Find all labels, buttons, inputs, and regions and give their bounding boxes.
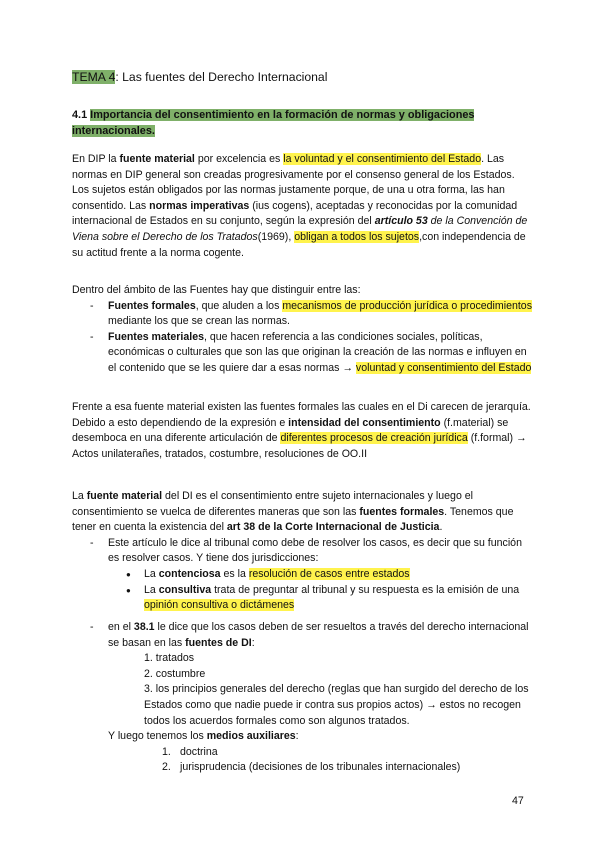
section-heading: 4.1 Importancia del consentimiento en la formación de normas y obligaciones internacionales. <box>72 109 475 137</box>
list-item: ● La contenciosa es la resolución de casos entre estados <box>72 567 532 583</box>
page-number: 47 <box>512 795 524 807</box>
source-item: 2. costumbre <box>144 667 206 680</box>
list-item: - Fuentes materiales, que hacen referencia a las condiciones sociales, políticas, económicas o culturales que son las que originan la creación de las normas e influyen en el contenido que se les quiere dar a esas normas → voluntad y consentimiento del Estado <box>72 330 532 377</box>
aux-item: 2. jurisprudencia (decisiones de los tribunales internacionales) <box>162 761 461 774</box>
source-item: 3. los principios generales del derecho (reglas que han surgido del derecho de los Estados como que nadie puede ir contra sus propios actos) → estos no recogen todos los acuerdos formales como son algunos tratados. <box>144 683 529 727</box>
paragraph-consent: En DIP la fuente material por excelencia es la voluntad y el consentimiento del Estado. Las normas en DIP general son creadas progresivamente por el consenso general de los Estados. Los sujetos están obligados por las normas justamente porque, de una u otra forma, las han consentido. Las normas imperativas (ius cogens), aceptadas y reconocidas por la comunidad internacional de Estados en su conjunto, según la expresión del artículo 53 de la Convención de Viena sobre el Derecho de los Tratados(1969), obligan a todos los sujetos,con independencia de su actitud frente a la norma cogente. <box>72 153 528 259</box>
page-title: TEMA 4: Las fuentes del Derecho Internacional <box>72 70 328 84</box>
paragraph-hierarchy: Frente a esa fuente material existen las fuentes formales las cuales en el Di carecen de jerarquía. Debido a esto dependiendo de la expresión e intensidad del consentimiento (f.material) se desemboca en una diferente articulación de diferentes procesos de creación jurídica (f.formal) → Actos unilaterañes, tratados, costumbre, resoluciones de OO.II <box>72 401 531 460</box>
list-item: ● La consultiva trata de preguntar al tribunal y su respuesta es la emisión de una opinión consultiva o dictámenes <box>72 583 532 614</box>
sources-list <box>72 299 532 377</box>
list-item: - Fuentes formales, que aluden a los mecanismos de producción jurídica o procedimientos mediante los que se crean las normas. <box>72 299 532 330</box>
paragraph-38-1 <box>72 620 532 776</box>
source-item: 1. tratados <box>144 652 195 665</box>
list-item: - Este artículo le dice al tribunal como debe de resolver los casos, es decir que su función es resolver casos. Y tiene dos jurisdicciones: <box>72 536 532 567</box>
tema-label: TEMA 4 <box>72 70 116 84</box>
paragraph-sources-intro: Dentro del ámbito de las Fuentes hay que distinguir entre las: - Fuentes formales, que aluden a los mecanismos de producción jurídica o procedimientos mediante los que se crean las normas. - Fuentes materiales, que hacen referencia a las condiciones sociales, políticas, económicas o culturales que son las que originan la creación de las normas e influyen en el contenido que se les quiere dar a esas normas → voluntad y consentimiento del Estado <box>72 283 532 377</box>
jurisdictions-list <box>72 567 532 614</box>
list-item: - en el 38.1 le dice que los casos deben de ser resueltos a través del derecho internacional se basan en las fuentes de DI: <box>72 620 532 651</box>
art38-list <box>72 536 532 567</box>
aux-item: 1. doctrina <box>162 745 218 758</box>
auxiliary-means: Y luego tenemos los medios auxiliares: <box>108 730 299 743</box>
paragraph-art38: La fuente material del DI es el consentimiento entre sujeto internacionales y luego el consentimiento se vuelca de diferentes maneras que son las fuentes formales. Tenemos que tener en cuenta la existencia del art 38 de la Corte Internacional de Justicia. - Este artículo le dice al tribunal como debe de resolver los casos, es decir que su función es resolver casos. Y tiene dos jurisdicciones: ● La contenciosa es la resolución de casos entre estados ● La consultiva trata de preguntar al tribunal y su respuesta es la emisión de una opinión consultiva o dictámenes <box>72 489 532 614</box>
